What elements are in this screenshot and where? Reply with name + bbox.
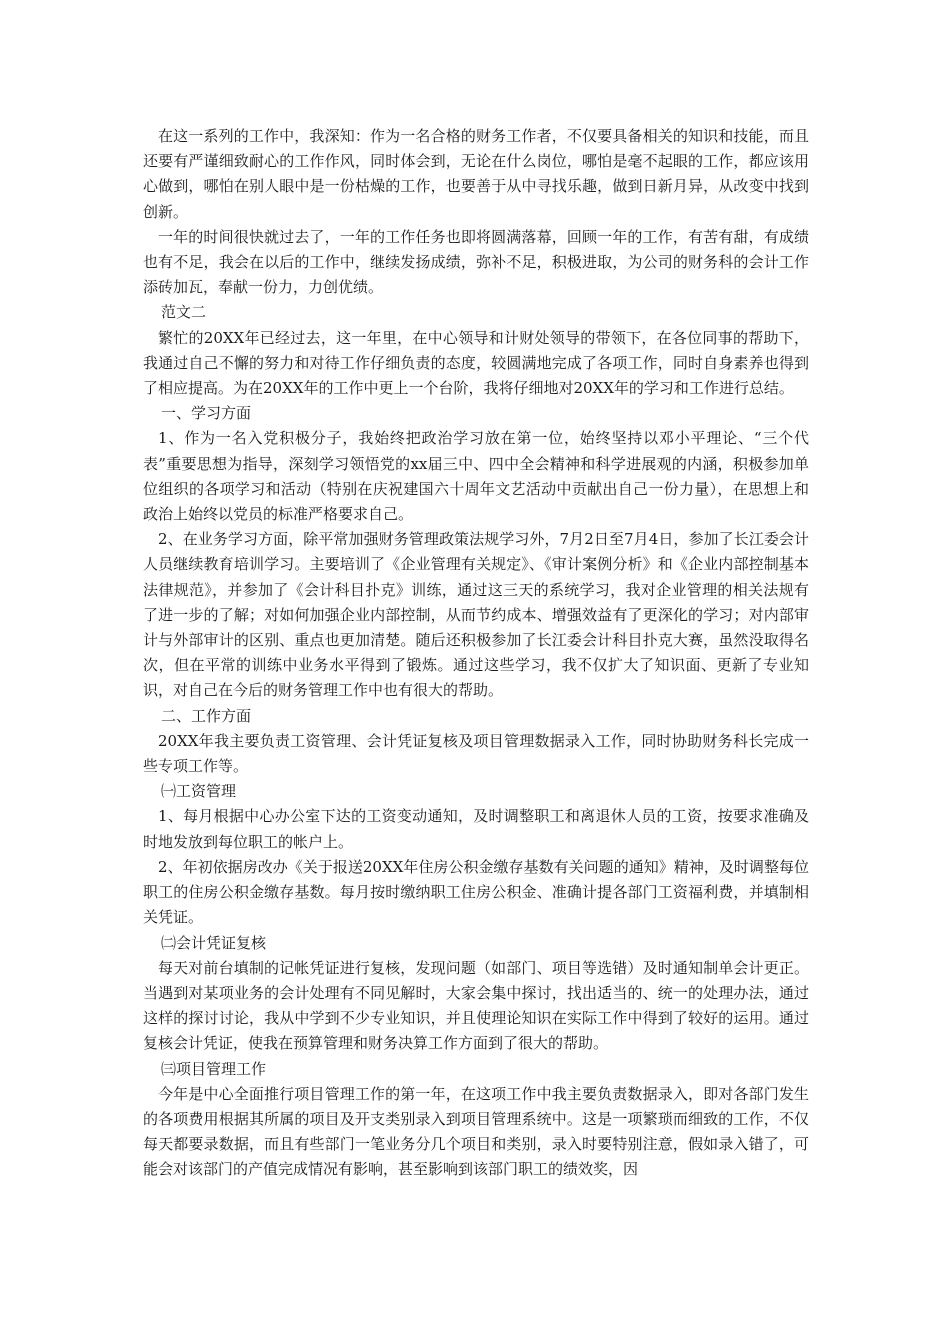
section-heading: 二、工作方面	[161, 706, 252, 725]
paragraph: 繁忙的20XX年已经过去，这一年里，在中心领导和计财处领导的带领下，在各位同事的帮助下，我通过自己不懈的努力和对待工作仔细负责的态度，较圆满地完成了各项工作，同时自身素养也得到了相应提高。为在20XX年的工作中更上一个台阶，我将仔细地对20XX年的学习和工作进行总结。	[143, 328, 809, 398]
section-heading: 范文二	[161, 303, 207, 322]
paragraph: 1、每月根据中心办公室下达的工资变动通知，及时调整职工和离退休人员的工资，按要求准确及时地发放到每位职工的帐户上。	[143, 807, 809, 851]
document-body	[143, 124, 809, 1183]
paragraph: 每天对前台填制的记帐凭证进行复核，发现问题（如部门、项目等选错）及时通知制单会计更正。当遇到对某项业务的会计处理有不同见解时，大家会集中探讨，找出适当的、统一的处理办法，通过这样的探讨讨论，我从中学到不少专业知识，并且使理论知识在实际工作中得到了较好的运用。通过复核会计凭证，使我在预算管理和财务决算工作方面到了很大的帮助。	[143, 958, 809, 1053]
subsection-heading: ㈢项目管理工作	[161, 1059, 267, 1078]
paragraph: 今年是中心全面推行项目管理工作的第一年，在这项工作中我主要负责数据录入，即对各部门发生的各项费用根据其所属的项目及开支类别录入到项目管理系统中。这是一项繁琐而细致的工作，不仅每天都要录数据，而且有些部门一笔业务分几个项目和类别，录入时要特别注意，假如录入错了，可能会对该部门的产值完成情况有影响，甚至影响到该部门职工的绩效奖，因	[143, 1084, 809, 1179]
paragraph: 2、在业务学习方面，除平常加强财务管理政策法规学习外，7月2日至7月4日，参加了长江委会计人员继续教育培训学习。主要培训了《企业管理有关规定》、《审计案例分析》和《企业内部控制基本法律规范》，并参加了《会计科目扑克》训练，通过这三天的系统学习，我对企业管理的相关法规有了进一步的了解；对如何加强企业内部控制，从而节约成本、增强效益有了更深化的学习；对内部审计与外部审计的区别、重点也更加清楚。随后还积极参加了长江委会计科目扑克大赛，虽然没取得名次，但在平常的训练中业务水平得到了锻炼。通过这些学习，我不仅扩大了知识面、更新了专业知识，对自己在今后的财务管理工作中也有很大的帮助。	[143, 530, 809, 700]
paragraph: 1、作为一名入党积极分子，我始终把政治学习放在第一位，始终坚持以邓小平理论、“三个代表”重要思想为指导，深刻学习领悟党的xx届三中、四中全会精神和科学进展观的内涵，积极参加单位组织的各项学习和活动（特别在庆祝建国六十周年文艺活动中贡献出自己一份力量），在思想上和政治上始终以党员的标准严格要求自己。	[143, 429, 809, 524]
paragraph: 一年的时间很快就过去了，一年的工作任务也即将圆满落幕，回顾一年的工作，有苦有甜，有成绩也有不足，我会在以后的工作中，继续发扬成绩，弥补不足，积极进取，为公司的财务科的会计工作添砖加瓦，奉献一份力，力创优绩。	[143, 227, 809, 297]
subsection-heading: ㈡会计凭证复核	[161, 933, 267, 952]
paragraph: 2、年初依据房改办《关于报送20XX年住房公积金缴存基数有关问题的通知》精神，及时调整每位职工的住房公积金缴存基数。每月按时缴纳职工住房公积金、准确计提各部门工资福利费，并填制相关凭证。	[143, 857, 809, 927]
subsection-heading: ㈠工资管理	[161, 782, 237, 801]
section-heading: 一、学习方面	[161, 404, 252, 423]
paragraph: 20XX年我主要负责工资管理、会计凭证复核及项目管理数据录入工作，同时协助财务科长完成一些专项工作等。	[143, 731, 809, 776]
paragraph: 在这一系列的工作中，我深知：作为一名合格的财务工作者，不仅要具备相关的知识和技能，而且还要有严谨细致耐心的工作作风，同时体会到，无论在什么岗位，哪怕是毫不起眼的工作，都应该用心做到，哪怕在别人眼中是一份枯燥的工作，也要善于从中寻找乐趣，做到日新月异，从改变中找到创新。	[143, 127, 809, 221]
